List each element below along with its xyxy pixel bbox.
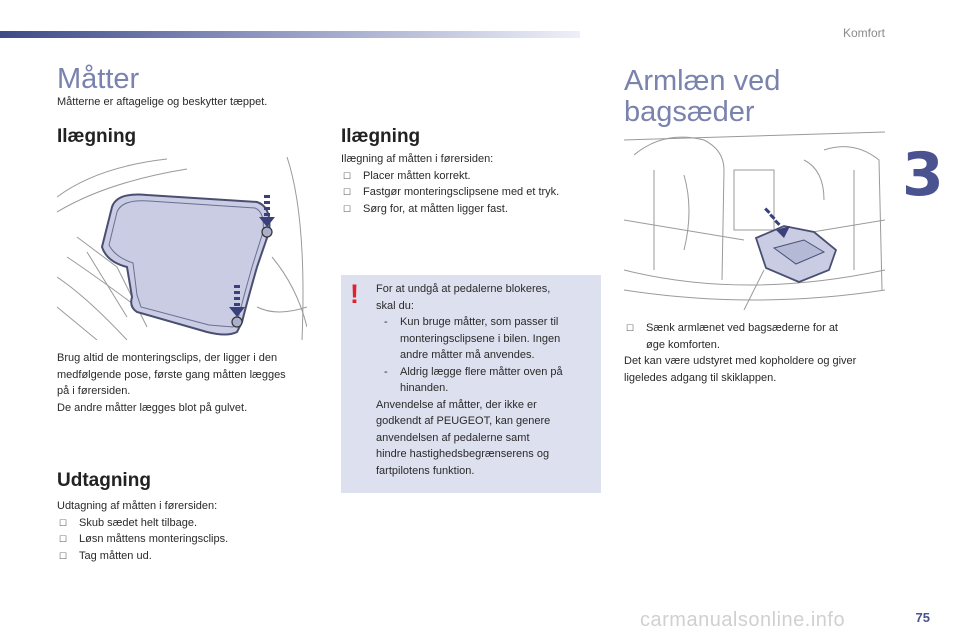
intro-text: Måtterne er aftagelige og beskytter tæppet. [57, 96, 268, 108]
section-heading-udtagning: Udtagning [57, 470, 151, 491]
bullet-icon: ☐ [59, 517, 68, 528]
list-item [341, 201, 601, 218]
armlaen-block [624, 320, 894, 386]
ilaegning-line-2: medfølgende pose, første gang måtten lægges [57, 368, 286, 381]
warning-line: hindre hastighedsbegrænserens og [376, 448, 550, 460]
warning-line: anvendelsen af pedalerne samt [376, 431, 530, 444]
warning-line: hinanden. [400, 382, 449, 394]
ilaegning-right-intro: Ilægning af måtten i førersiden: [341, 153, 494, 165]
bullet-icon: ☐ [626, 323, 635, 333]
dash-icon: - [384, 316, 388, 328]
page-number: 75 [915, 610, 930, 625]
bullet-icon: ☐ [343, 170, 352, 181]
warning-line: godkendt af PEUGEOT, kan genere [376, 415, 551, 427]
dash-icon: - [384, 365, 388, 378]
bullet-icon: ☐ [343, 203, 352, 214]
rear-armrest-illustration [624, 130, 885, 310]
section-title-armlaen [624, 66, 780, 128]
section-heading-ilaegning: Ilægning [57, 126, 137, 147]
warning-line: andre måtter må anvendes. [400, 349, 535, 361]
warning-line: Aldrig lægge flere måtter oven på [400, 365, 563, 378]
section-heading-ilaegning-right: Ilægning [341, 126, 421, 147]
title-line-2: bagsæder [624, 96, 755, 128]
bullet-icon: ☐ [59, 534, 68, 544]
ilaegning-line-4: De andre måtter lægges blot på gulvet. [57, 401, 248, 414]
warning-line: monteringsclipsene i bilen. Ingen [400, 332, 561, 345]
list-item-text: Fastgør monteringsclipsene med et tryk. [363, 186, 560, 198]
list-item-text: Løsn måttens monteringsclips. [79, 533, 229, 545]
bullet-icon: ☐ [343, 187, 352, 197]
list-item-text: Sænk armlænet ved bagsæderne for at [646, 322, 838, 334]
armlaen-line: ligeledes adgang til skiklappen. [624, 371, 777, 384]
warning-line: For at undgå at pedalerne blokeres, [376, 283, 551, 295]
ilaegning-right-block [341, 151, 601, 217]
list-item [57, 515, 317, 532]
warning-sub-item [376, 314, 592, 364]
warning-text [376, 281, 592, 479]
warning-icon: ! [350, 279, 359, 309]
armlaen-line: Det kan være udstyret med kopholdere og giver [624, 355, 857, 367]
section-label: Komfort [842, 26, 885, 40]
ilaegning-line-1: Brug altid de monteringsclips, der ligger i den [57, 352, 278, 364]
ilaegning-line-3: på i førersiden. [57, 385, 131, 397]
page-title: Måtter [57, 63, 140, 95]
list-item [341, 184, 601, 201]
list-item-text: øge komforten. [646, 338, 720, 351]
list-item [624, 320, 894, 353]
watermark: carmanualsonline.info [640, 609, 846, 631]
title-line-1: Armlæn ved [624, 65, 781, 97]
list-item-text: Skub sædet helt tilbage. [79, 516, 198, 529]
warning-line: fartpilotens funktion. [376, 464, 475, 477]
list-item-text: Placer måtten korrekt. [363, 169, 471, 182]
bullet-icon: ☐ [59, 550, 68, 561]
warning-line: skal du: [376, 299, 414, 312]
list-item [341, 168, 601, 185]
header-gradient-bar [0, 31, 580, 38]
warning-line: Kun bruge måtter, som passer til [400, 316, 559, 328]
udtagning-intro: Udtagning af måtten i førersiden: [57, 500, 218, 512]
list-item-text: Sørg for, at måtten ligger fast. [363, 202, 508, 215]
udtagning-block [57, 498, 317, 564]
ilaegning-paragraph [57, 350, 286, 416]
list-item [57, 531, 317, 548]
list-item [57, 548, 317, 565]
list-item-text: Tag måtten ud. [79, 549, 152, 562]
warning-sub-item [376, 364, 592, 397]
chapter-number: 3 [902, 140, 944, 210]
floor-mat-illustration [57, 157, 307, 340]
warning-line: Anvendelse af måtter, der ikke er [376, 398, 537, 411]
